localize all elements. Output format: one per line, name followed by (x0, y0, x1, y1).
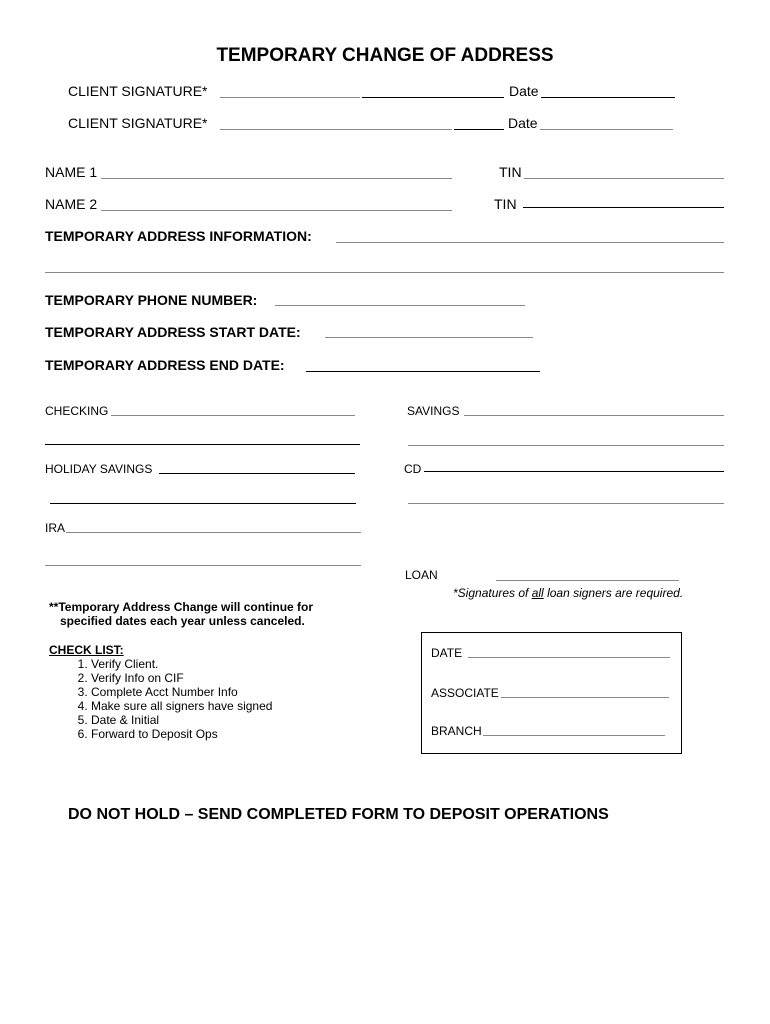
checklist-item: 6. Forward to Deposit Ops (91, 727, 272, 741)
tin1-label: TIN (499, 164, 522, 180)
loan-signers-note: *Signatures of all loan signers are required. (453, 586, 684, 600)
page-title: TEMPORARY CHANGE OF ADDRESS (216, 45, 554, 66)
end-date-line[interactable] (306, 371, 540, 372)
temp-address-line-2[interactable] (45, 272, 724, 273)
temp-phone-line[interactable] (275, 305, 525, 306)
loan-label: LOAN (405, 568, 438, 582)
ira-line-2[interactable] (45, 565, 361, 566)
checklist-heading: CHECK LIST: (49, 643, 124, 657)
box-associate-label: ASSOCIATE (431, 686, 499, 700)
client-signature-line-2a[interactable] (220, 129, 452, 130)
date-line-1[interactable] (541, 97, 675, 98)
box-branch-label: BRANCH (431, 724, 482, 738)
footer-instruction: DO NOT HOLD – SEND COMPLETED FORM TO DEPOSIT OPERATIONS (68, 806, 609, 823)
cd-line-2[interactable] (408, 503, 724, 504)
client-signature-line-1a[interactable] (220, 97, 360, 98)
savings-line[interactable] (464, 415, 724, 416)
box-date-line[interactable] (468, 657, 670, 658)
name1-line[interactable] (101, 178, 452, 179)
temp-address-line-1[interactable] (336, 242, 724, 243)
client-signature-line-2b[interactable] (454, 129, 504, 130)
client-signature-line-1b[interactable] (362, 97, 504, 98)
checklist-item: 1. Verify Client. (91, 657, 272, 671)
holiday-savings-line-2[interactable] (50, 503, 356, 504)
savings-line-2[interactable] (408, 445, 724, 446)
checklist-item: 4. Make sure all signers have signed (91, 699, 272, 713)
savings-label: SAVINGS (407, 404, 460, 418)
temp-address-label: TEMPORARY ADDRESS INFORMATION: (45, 228, 312, 244)
end-date-label: TEMPORARY ADDRESS END DATE: (45, 357, 285, 373)
box-associate-line[interactable] (501, 697, 669, 698)
client-signature-label-1: CLIENT SIGNATURE* (68, 83, 208, 99)
checklist (49, 643, 272, 741)
date-label-2: Date (508, 115, 538, 131)
cd-line[interactable] (424, 471, 724, 472)
tin2-label: TIN (494, 196, 517, 212)
tin2-line[interactable] (523, 207, 724, 208)
ira-label: IRA (45, 521, 66, 535)
name2-line[interactable] (101, 210, 452, 211)
ira-line[interactable] (66, 532, 361, 533)
temp-phone-label: TEMPORARY PHONE NUMBER: (45, 292, 258, 308)
checklist-item: 2. Verify Info on CIF (91, 671, 272, 685)
checklist-item: 5. Date & Initial (91, 713, 272, 727)
holiday-savings-label: HOLIDAY SAVINGS (45, 462, 153, 476)
checklist-item: 3. Complete Acct Number Info (91, 685, 272, 699)
date-label-1: Date (509, 83, 539, 99)
checking-line[interactable] (111, 415, 355, 416)
date-line-2[interactable] (540, 129, 673, 130)
name1-label: NAME 1 (45, 164, 98, 180)
box-branch-line[interactable] (483, 735, 665, 736)
continue-note: **Temporary Address Change will continue for specified dates each year unless canceled. (49, 600, 314, 628)
client-signature-label-2: CLIENT SIGNATURE* (68, 115, 208, 131)
start-date-line[interactable] (325, 337, 533, 338)
tin1-line[interactable] (524, 178, 724, 179)
holiday-savings-line[interactable] (159, 473, 355, 474)
name2-label: NAME 2 (45, 196, 98, 212)
start-date-label: TEMPORARY ADDRESS START DATE: (45, 324, 301, 340)
box-date-label: DATE (431, 646, 463, 660)
loan-line[interactable] (496, 580, 679, 581)
cd-label: CD (404, 462, 422, 476)
checking-label: CHECKING (45, 404, 109, 418)
checking-line-2[interactable] (45, 444, 360, 445)
